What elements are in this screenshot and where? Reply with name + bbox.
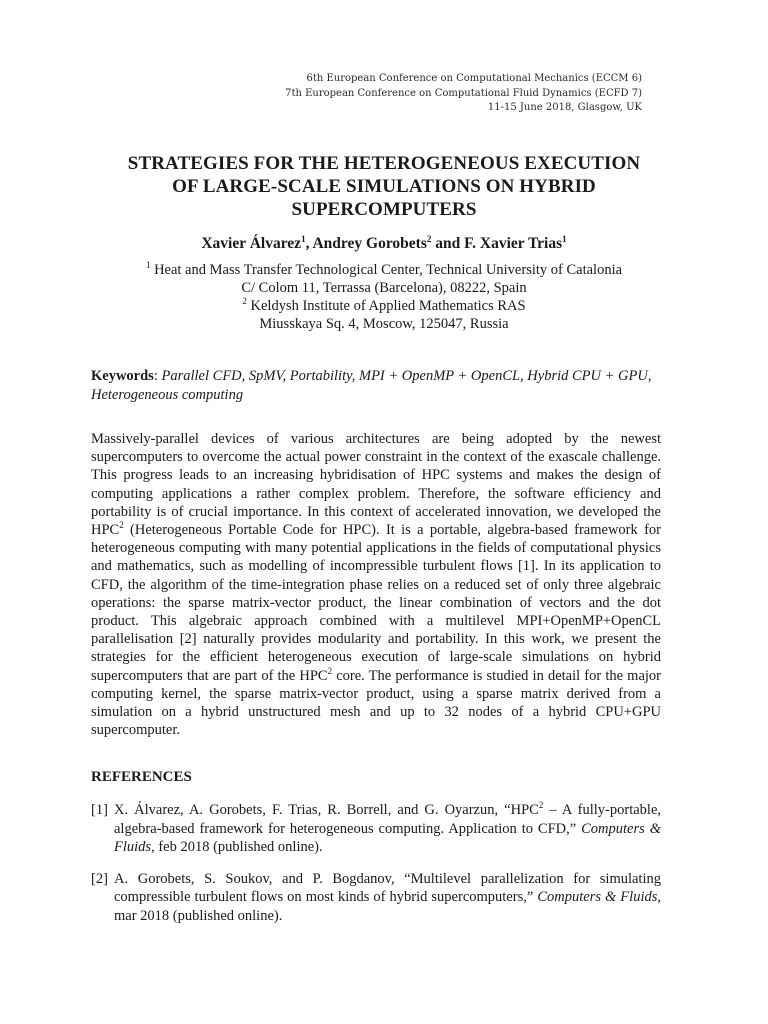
title-line-2: OF LARGE-SCALE SIMULATIONS ON HYBRID — [172, 176, 596, 197]
conference-line-1: 6th European Conference on Computational Mechanics (ECCM 6) — [306, 73, 642, 84]
affiliations — [60, 261, 708, 333]
affiliation-1-name: Heat and Mass Transfer Technological Center, Technical University of Catalonia — [150, 262, 623, 278]
author-2-affil-mark: 2 — [426, 233, 432, 244]
reference-number: [2] — [91, 870, 108, 887]
abstract — [91, 430, 661, 739]
reference-title: – A fully-portable, algebra-based framework for heterogeneous computing. Application to CFD,” — [114, 802, 662, 837]
reference-text — [114, 870, 661, 926]
author-1: Xavier Álvarez — [201, 235, 302, 252]
references-heading: REFERENCES — [91, 769, 192, 785]
author-2: Andrey Gorobets — [312, 235, 427, 252]
abstract-text-3: core. The performance is studied in detail for the major computing kernel, the sparse matrix-vector product, using a sparse matrix derived from a simulation on a hybrid unstructured mesh and up to 32 nodes of a hybrid CPU+GPU supercomputer. — [91, 667, 662, 739]
reference-number: [1] — [91, 802, 108, 818]
affiliation-2-name: Keldysh Institute of Applied Mathematics RAS — [246, 298, 526, 314]
title-line-3: SUPERCOMPUTERS — [291, 199, 477, 220]
affiliation-2-mark: 2 — [242, 296, 247, 307]
author-separator: , — [305, 235, 313, 252]
superscript-2: 2 — [327, 665, 333, 676]
author-list — [60, 235, 708, 253]
keywords-colon: : — [153, 368, 162, 384]
author-3: F. Xavier Trias — [464, 235, 563, 252]
reference-date: , feb 2018 (published online). — [151, 839, 323, 855]
affiliation-2-address: Miusskaya Sq. 4, Moscow, 125047, Russia — [259, 316, 509, 332]
affiliation-1-mark: 1 — [145, 260, 151, 271]
paper-title — [60, 152, 708, 221]
author-3-affil-mark: 1 — [562, 233, 567, 244]
reference-list — [91, 801, 661, 938]
reference-date: , mar 2018 (published online). — [114, 889, 661, 924]
reference-authors: X. Álvarez, A. Gorobets, F. Trias, R. Borrell, and G. Oyarzun, “HPC — [114, 802, 539, 818]
author-separator: and — [431, 235, 465, 252]
keywords-text: Parallel CFD, SpMV, Portability, MPI + OpenMP + OpenCL, Hybrid CPU + GPU, Heterogeneous computing — [91, 368, 652, 403]
reference-item — [91, 801, 661, 857]
reference-journal: Computers & Fluids — [537, 889, 658, 905]
conference-line-3: 11-15 June 2018, Glasgow, UK — [487, 102, 642, 113]
superscript-2: 2 — [538, 800, 544, 811]
reference-journal: Computers & Fluids — [114, 820, 662, 855]
author-1-affil-mark: 1 — [301, 233, 306, 244]
reference-authors: A. Gorobets, S. Soukov, and P. Bogdanov, “Multilevel parallelization for simulating compressible turbulent flows on most kinds of hybrid supercomputers,” — [114, 870, 661, 905]
affiliation-1-address: C/ Colom 11, Terrassa (Barcelona), 08222, Spain — [241, 280, 527, 296]
conference-header — [285, 72, 642, 116]
abstract-text-2: (Heterogeneous Portable Code for HPC). It is a portable, algebra-based framework for heterogeneous computing with many potential applications in the fields of computational physics and mathematics, such as modelling of incompressible turbulent flows [1]. In its application to CFD, the algorithm of the time-integration phase relies on a reduced set of only three algebraic operations: the sparse matrix-vector product, the linear combination of vectors and the dot product. This algebraic approach combined with a multilevel MPI+OpenMP+OpenCL parallelisation [2] naturally provides modularity and portability. In this work, we present the strategies for the efficient heterogeneous execution of large-scale simulations on hybrid supercomputers that are part of the HPC — [91, 522, 661, 684]
keywords-label: Keywords — [91, 368, 154, 384]
affiliation-2 — [60, 297, 708, 315]
affiliation-1 — [60, 261, 708, 279]
keywords — [91, 367, 671, 405]
superscript-2: 2 — [119, 520, 124, 531]
conference-line-2: 7th European Conference on Computational Fluid Dynamics (ECFD 7) — [285, 87, 642, 99]
abstract-text-1: Massively-parallel devices of various architectures are being adopted by the newest supercomputers to overcome the actual power constraint in the context of the exascale challenge. This progress leads to an increasing hybridisation of HPC systems and makes the design of computing applications a rather complex problem. Therefore, the software efficiency and portability is of crucial importance. In this context of accelerated innovation, we developed the HPC — [91, 431, 661, 539]
title-line-1: STRATEGIES FOR THE HETEROGENEOUS EXECUTION — [127, 153, 641, 174]
reference-text — [114, 801, 661, 857]
reference-item — [91, 870, 661, 926]
